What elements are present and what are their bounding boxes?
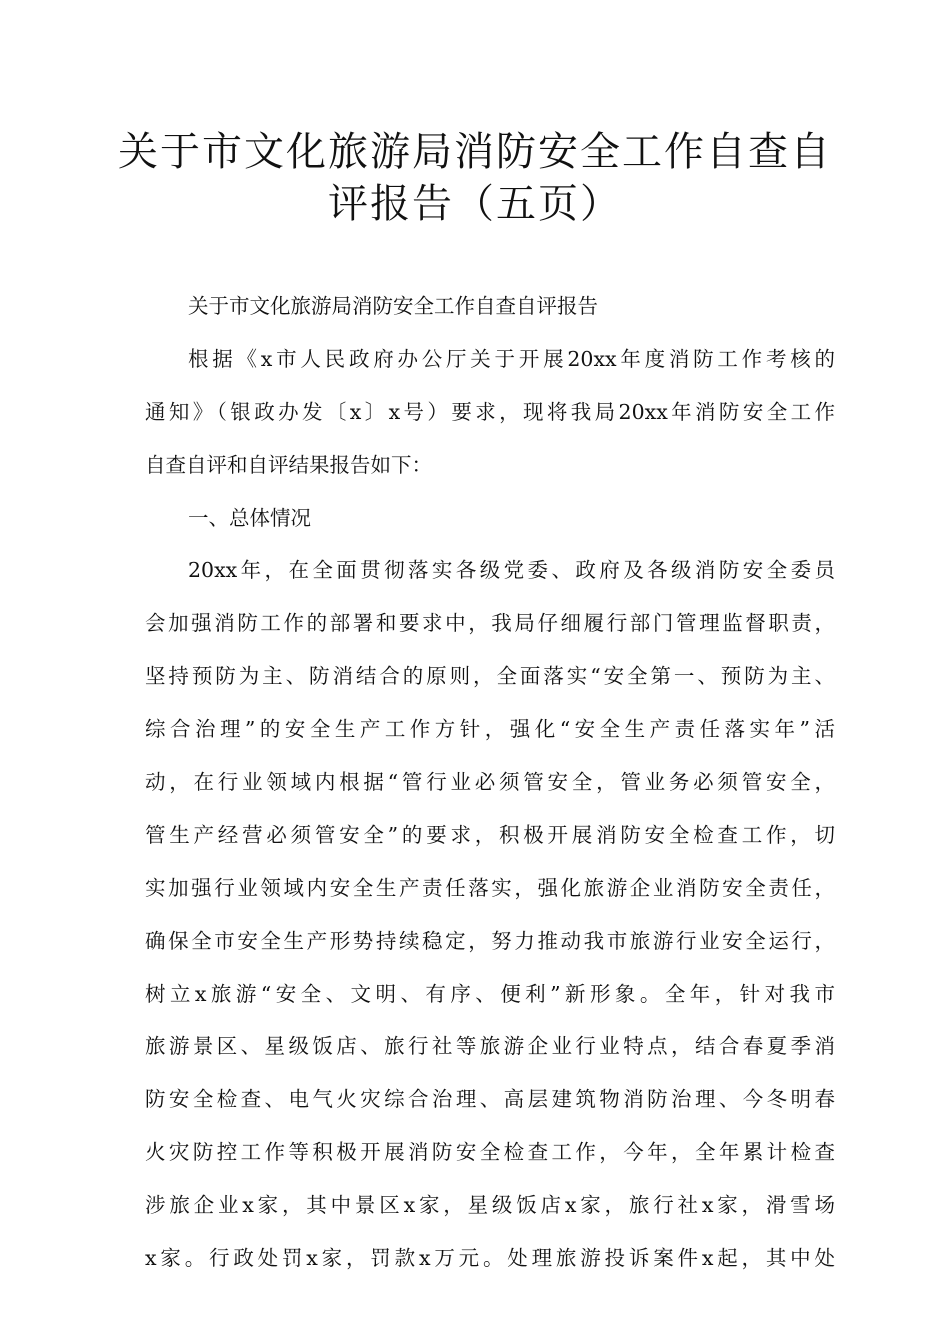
section-heading: 一、总体情况 xyxy=(188,505,311,530)
paragraph-line: 涉旅企业x家，其中景区x家，星级饭店x家，旅行社x家，滑雪场 xyxy=(145,1193,835,1218)
document-body xyxy=(145,280,835,1285)
paragraph-line: x家。行政处罚x家，罚款x万元。处理旅游投诉案件x起，其中处 xyxy=(145,1246,835,1271)
paragraph-line: 防安全检查、电气火灾综合治理、高层建筑物消防治理、今冬明春 xyxy=(145,1087,835,1112)
title-line: 评报告（五页） xyxy=(328,181,622,227)
title-line: 关于市文化旅游局消防安全工作自查自 xyxy=(118,129,832,175)
paragraph-line: 通知》（银政办发〔x〕x号）要求，现将我局20xx年消防安全工作 xyxy=(145,399,835,424)
paragraph-line: 实加强行业领域内安全生产责任落实，强化旅游企业消防安全责任， xyxy=(145,875,835,900)
document-title xyxy=(100,126,850,230)
paragraph-line: 旅游景区、星级饭店、旅行社等旅游企业行业特点，结合春夏季消 xyxy=(145,1034,835,1059)
paragraph-line: 综合治理”的安全生产工作方针，强化“安全生产责任落实年”活 xyxy=(145,717,835,742)
paragraph-line: 20xx年，在全面贯彻落实各级党委、政府及各级消防安全委员 xyxy=(188,558,835,583)
paragraph-line: 树立x旅游“安全、文明、有序、便利”新形象。全年，针对我市 xyxy=(145,981,835,1006)
paragraph-line: 火灾防控工作等积极开展消防安全检查工作，今年，全年累计检查 xyxy=(145,1140,835,1165)
paragraph-line: 会加强消防工作的部署和要求中，我局仔细履行部门管理监督职责， xyxy=(145,611,835,636)
paragraph-line: 确保全市安全生产形势持续稳定，努力推动我市旅游行业安全运行， xyxy=(145,928,835,953)
paragraph-line: 根据《x市人民政府办公厅关于开展20xx年度消防工作考核的 xyxy=(188,346,835,371)
paragraph-line: 管生产经营必须管安全”的要求，积极开展消防安全检查工作，切 xyxy=(145,822,835,847)
paragraph-line: 坚持预防为主、防消结合的原则，全面落实“安全第一、预防为主、 xyxy=(145,664,835,689)
paragraph-line: 动，在行业领域内根据“管行业必须管安全，管业务必须管安全， xyxy=(145,770,835,795)
report-subtitle: 关于市文化旅游局消防安全工作自查自评报告 xyxy=(188,294,598,318)
paragraph-line: 自查自评和自评结果报告如下： xyxy=(145,452,432,477)
